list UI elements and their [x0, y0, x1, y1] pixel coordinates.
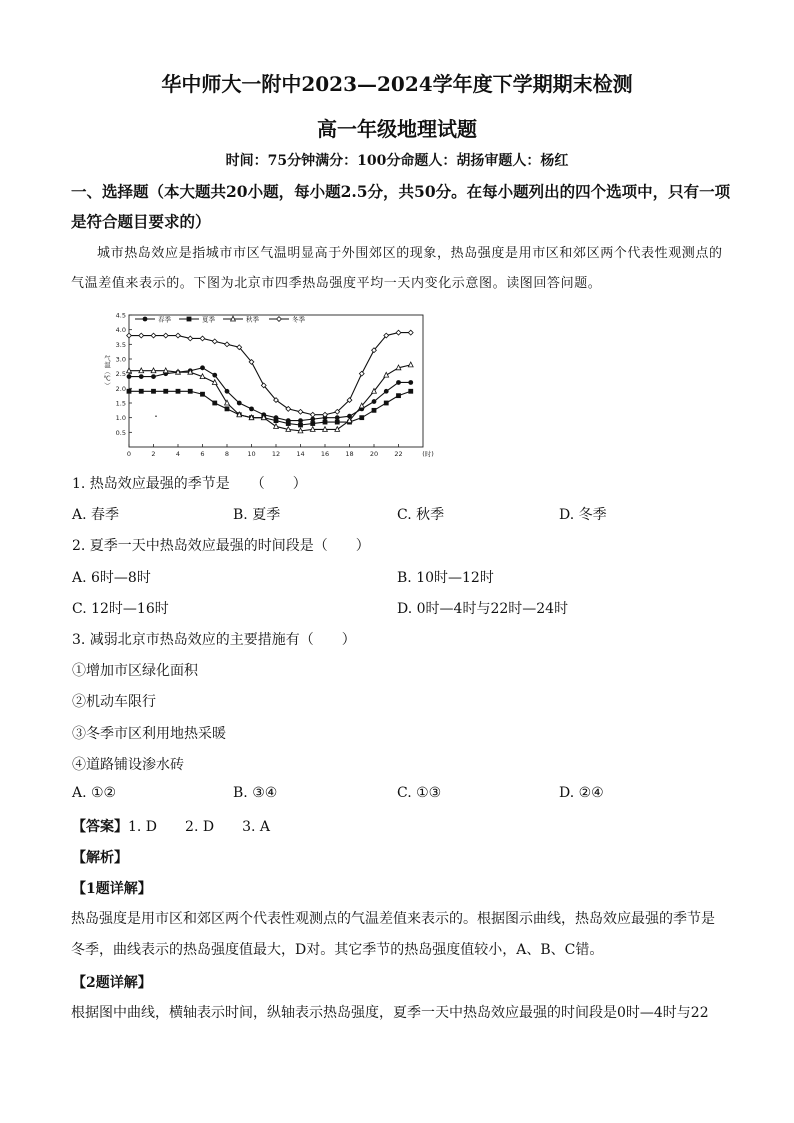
q2-option-a: A. 6时—8时	[72, 570, 151, 586]
y-tick-label: 2.0	[115, 384, 126, 393]
x-tick-label: 2	[151, 450, 156, 458]
x-tick-label: 6	[200, 450, 205, 458]
x-axis-label: (时)	[422, 450, 434, 458]
legend-marker	[143, 317, 148, 322]
series-2-point	[225, 406, 230, 411]
series-4-point	[151, 333, 156, 338]
series-2-point	[163, 389, 168, 394]
series-4-point	[225, 342, 230, 347]
legend-marker	[187, 317, 192, 322]
series-3-point	[408, 362, 413, 367]
answer-label: 【答案】	[72, 819, 128, 835]
series-4-point	[396, 330, 401, 335]
y-tick-label: 3.0	[115, 355, 126, 364]
x-tick-label: 4	[175, 450, 181, 458]
chart-svg	[100, 307, 435, 462]
series-2-point	[408, 389, 413, 394]
series-2-point	[310, 421, 315, 426]
y-tick-label: 0.5	[115, 428, 126, 437]
series-1-point	[200, 365, 205, 370]
x-tick-label: 14	[296, 450, 305, 458]
series-2-point	[298, 423, 303, 428]
series-1-point	[249, 406, 254, 411]
series-2-point	[176, 389, 181, 394]
q3-option-d: D. ②④	[559, 785, 604, 801]
series-2-point	[139, 389, 144, 394]
page-title: 华中师大一附中2023—2024学年度下学期期末检测	[161, 72, 633, 96]
exam-meta: 时间：75分钟满分：100分命题人：胡扬审题人：杨红	[225, 153, 569, 169]
answer-text: 1. D 2. D 3. A	[128, 819, 270, 835]
x-tick-label: 18	[345, 450, 354, 458]
series-1-point	[396, 380, 401, 385]
detail-2-text: 根据图中曲线，横轴表示时间，纵轴表示热岛强度，夏季一天中热岛效应最强的时间段是0时—4时与22	[71, 1005, 709, 1021]
series-4-point	[139, 333, 144, 338]
series-1-point	[372, 399, 377, 404]
series-2-point	[359, 415, 364, 420]
series-1-point	[225, 389, 230, 394]
series-4-point	[127, 333, 132, 338]
legend-label: 冬季	[292, 315, 305, 324]
q3-item-4: ④道路铺设渗水砖	[72, 757, 184, 773]
y-tick-label: 4.0	[115, 326, 126, 335]
x-tick-label: 8	[224, 450, 230, 458]
series-4-point	[212, 339, 217, 344]
y-tick-label: 3.5	[115, 340, 126, 349]
series-1-point	[384, 389, 389, 394]
series-line-4	[129, 333, 411, 415]
q3-option-b: B. ③④	[233, 785, 278, 801]
chart-legend	[135, 315, 306, 324]
series-1-point	[335, 415, 340, 420]
series-2-point	[323, 420, 328, 425]
q3-option-c: C. ①③	[397, 785, 442, 801]
detail-2-label: 【2题详解】	[72, 975, 152, 991]
x-tick-label: 20	[369, 450, 379, 458]
series-1-point	[139, 374, 144, 379]
series-line-3	[129, 365, 411, 431]
analysis-label: 【解析】	[72, 850, 128, 866]
legend-label: 夏季	[202, 315, 215, 324]
series-line-1	[129, 368, 411, 421]
series-1-point	[237, 401, 242, 406]
q1-option-c: C. 秋季	[397, 507, 445, 523]
series-2-point	[200, 392, 205, 397]
y-axis-label: 气温（℃）	[103, 355, 111, 389]
series-line-2	[129, 391, 411, 425]
page-subtitle: 高一年级地理试题	[317, 117, 477, 141]
series-2-point	[127, 389, 132, 394]
series-2-point	[212, 401, 217, 406]
heat-island-chart	[100, 307, 435, 462]
q2-option-d: D. 0时—4时与22时—24时	[397, 601, 569, 617]
series-1-point	[151, 374, 156, 379]
series-4-point	[163, 333, 168, 338]
question-1-stem: 1. 热岛效应最强的季节是 （ ）	[72, 476, 307, 492]
q1-option-a: A. 春季	[72, 507, 120, 523]
q3-item-2: ②机动车限行	[72, 694, 156, 710]
series-2-point	[286, 421, 291, 426]
question-2-stem: 2. 夏季一天中热岛效应最强的时间段是（ ）	[72, 538, 370, 554]
series-4-point	[359, 371, 364, 376]
x-tick-label: 22	[394, 450, 403, 458]
q1-option-d: D. 冬季	[559, 507, 607, 523]
q3-item-1: ①增加市区绿化面积	[72, 663, 198, 679]
series-4-point	[176, 333, 181, 338]
q1-option-b: B. 夏季	[233, 507, 281, 523]
q3-item-3: ③冬季市区利用地热采暖	[72, 726, 226, 742]
stray-dot	[155, 415, 157, 417]
y-tick-label: 1.0	[115, 414, 126, 423]
y-tick-label: 4.5	[115, 311, 126, 320]
chart-marks	[127, 330, 414, 433]
series-4-point	[310, 412, 315, 417]
y-tick-label: 1.5	[115, 399, 126, 408]
section-heading: 一、选择题（本大题共20小题，每小题2.5分，共50分。在每小题列出的四个选项中，只有一项是符合题目要求的）	[71, 182, 731, 231]
y-tick-label: 2.5	[115, 370, 126, 379]
series-1-point	[127, 374, 132, 379]
q2-option-c: C. 12时—16时	[72, 601, 169, 617]
q3-option-a: A. ①②	[72, 785, 117, 801]
series-4-point	[200, 336, 205, 341]
answer-line	[72, 816, 270, 836]
series-1-point	[298, 418, 303, 423]
series-3-point	[274, 424, 279, 429]
x-tick-label: 0	[126, 450, 132, 458]
series-2-point	[384, 401, 389, 406]
series-1-point	[212, 373, 217, 378]
q2-option-b: B. 10时—12时	[397, 570, 494, 586]
series-2-point	[274, 418, 279, 423]
series-2-point	[372, 408, 377, 413]
series-2-point	[188, 389, 193, 394]
series-4-point	[188, 336, 193, 341]
x-tick-label: 10	[247, 450, 256, 458]
series-2-point	[335, 420, 340, 425]
x-tick-label: 12	[271, 450, 281, 458]
x-tick-label: 16	[320, 450, 330, 458]
series-4-point	[298, 409, 303, 414]
series-4-point	[408, 330, 413, 335]
series-2-point	[396, 393, 401, 398]
legend-label: 秋季	[246, 315, 259, 324]
series-2-point	[151, 389, 156, 394]
detail-1-label: 【1题详解】	[72, 881, 152, 897]
question-3-stem: 3. 减弱北京市热岛效应的主要措施有（ ）	[72, 632, 356, 648]
detail-1-text: 热岛强度是用市区和郊区两个代表性观测点的气温差值来表示的。根据图示曲线，热岛效应最强的季节是冬季，曲线表示的热岛强度值最大，D对。其它季节的热岛强度值较小，A、B、C错。	[71, 911, 715, 958]
series-1-point	[408, 380, 413, 385]
material-paragraph: 城市热岛效应是指城市市区气温明显高于外围郊区的现象，热岛强度是用市区和郊区两个代表性观测点的气温差值来表示的。下图为北京市四季热岛强度平均一天内变化示意图。读图回答问题。	[71, 246, 723, 291]
legend-marker	[277, 317, 282, 322]
legend-label: 春季	[158, 315, 171, 324]
